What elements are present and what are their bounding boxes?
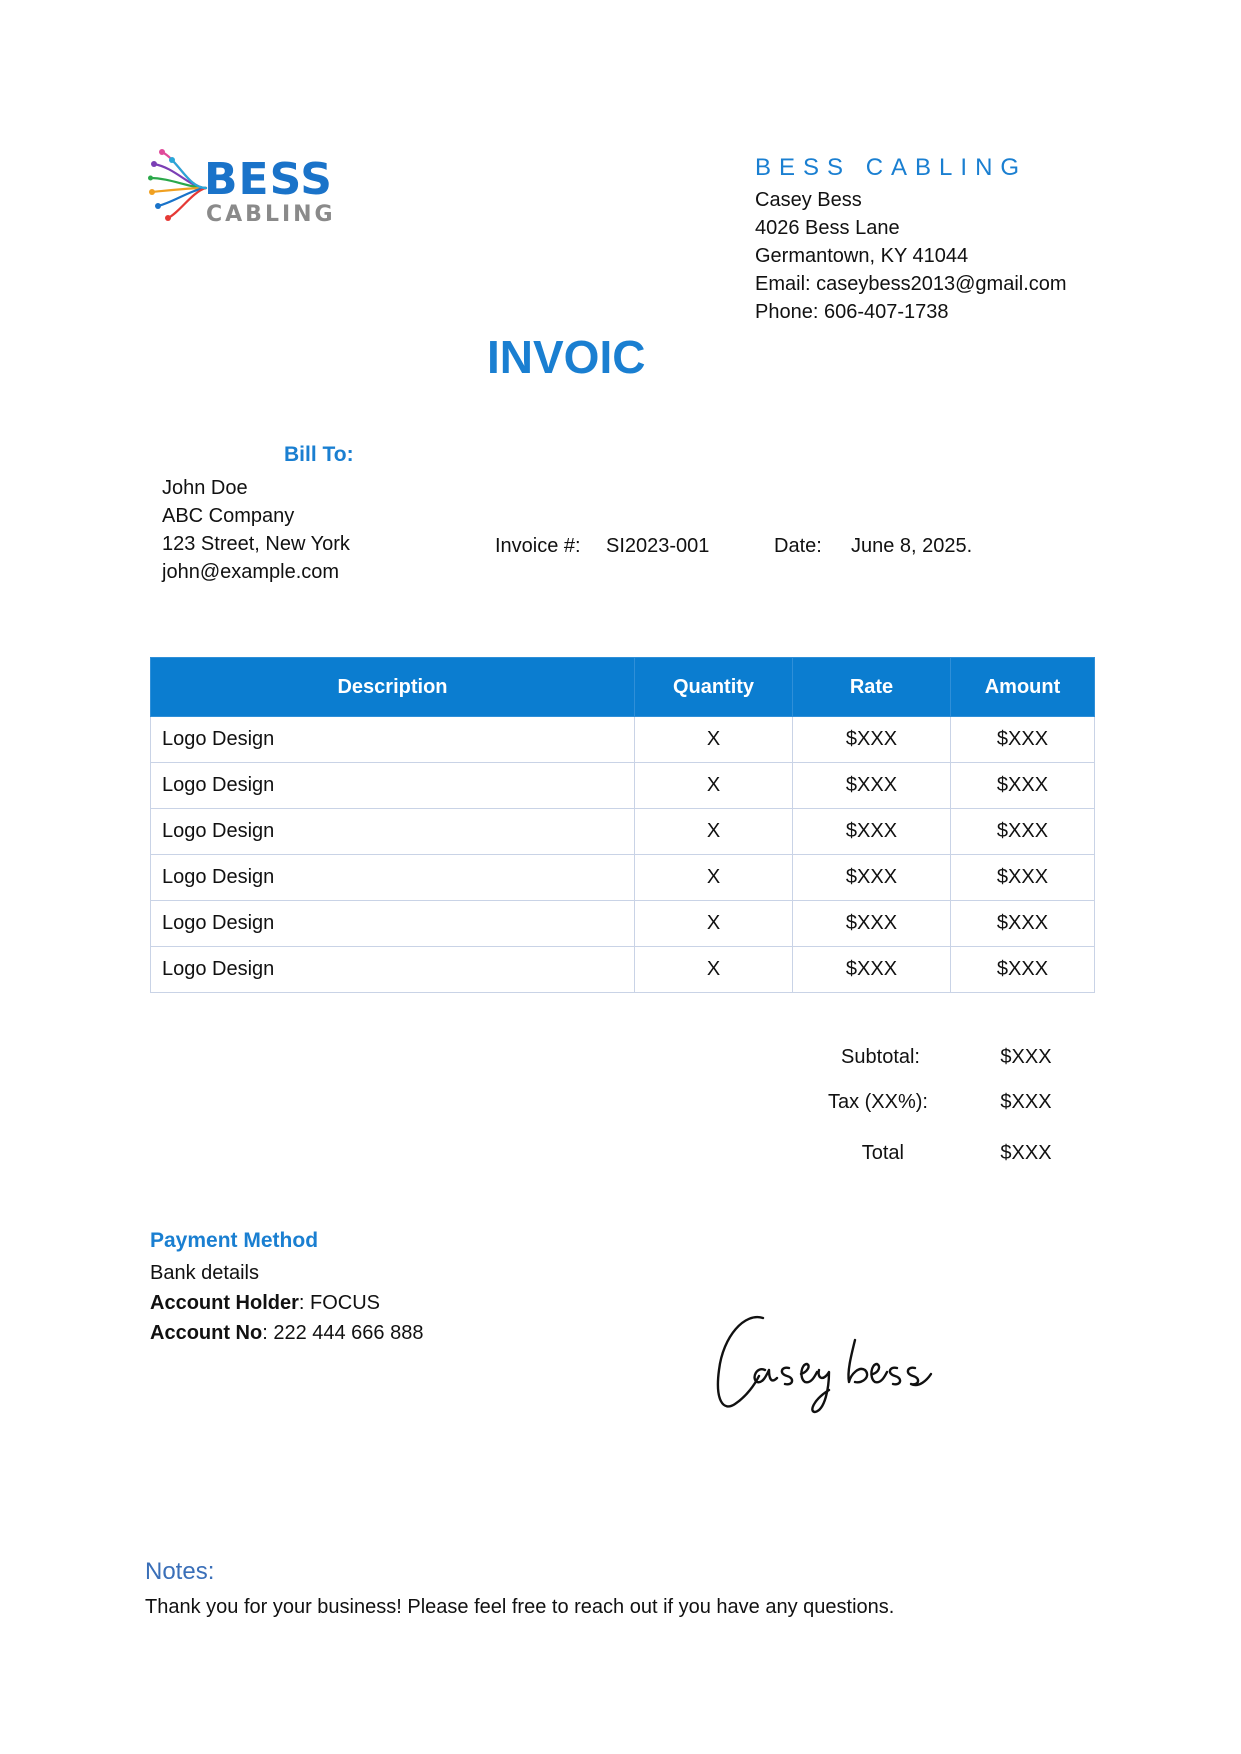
account-holder: [150, 1288, 380, 1318]
cell-rate: $XXX: [793, 901, 951, 947]
cell-quantity: X: [635, 855, 793, 901]
table-row: [151, 763, 1095, 809]
cell-rate: $XXX: [793, 763, 951, 809]
payment-method-heading: Payment Method: [150, 1229, 319, 1252]
company-address-line2: Germantown, KY 41044: [755, 245, 969, 267]
company-email: Email: caseybess2013@gmail.com: [755, 273, 1067, 295]
cell-description: Logo Design: [151, 855, 635, 901]
bill-to-company: ABC Company: [162, 505, 295, 527]
notes-heading: Notes:: [145, 1558, 215, 1585]
account-number: [150, 1318, 423, 1348]
invoice-date-label: Date:: [774, 535, 822, 557]
cell-quantity: X: [635, 809, 793, 855]
account-number-label: Account No: [150, 1322, 263, 1344]
cell-rate: $XXX: [793, 809, 951, 855]
column-header-amount: Amount: [951, 658, 1095, 717]
cell-rate: $XXX: [793, 717, 951, 763]
bank-details: Bank details: [150, 1262, 259, 1284]
logo-wordmark-primary: BESS: [204, 154, 333, 205]
notes-text: Thank you for your business! Please feel free to reach out if you have any questions.: [145, 1596, 895, 1618]
account-holder-label: Account Holder: [150, 1292, 299, 1314]
column-header-description: Description: [151, 658, 635, 717]
company-contact: Casey Bess: [755, 189, 862, 211]
table-header-row: [151, 658, 1095, 717]
company-address-line1: 4026 Bess Lane: [755, 217, 900, 239]
cable-fiber-icon: [148, 148, 208, 232]
subtotal-value: $XXX: [1000, 1046, 1052, 1068]
cell-description: Logo Design: [151, 809, 635, 855]
table-row: [151, 855, 1095, 901]
table-row: [151, 809, 1095, 855]
line-items-table: [150, 657, 1095, 993]
bill-to-address: 123 Street, New York: [162, 533, 350, 555]
invoice-title: INVOIC: [487, 331, 646, 383]
column-header-quantity: Quantity: [635, 658, 793, 717]
cell-quantity: X: [635, 763, 793, 809]
company-name: BESS CABLING: [755, 154, 1028, 181]
tax-label: Tax (XX%):: [827, 1091, 928, 1113]
cell-amount: $XXX: [951, 763, 1095, 809]
table-row: [151, 717, 1095, 763]
cell-rate: $XXX: [793, 947, 951, 993]
column-header-rate: Rate: [793, 658, 951, 717]
invoice-number-label: Invoice #:: [495, 535, 581, 557]
cell-description: Logo Design: [151, 901, 635, 947]
invoice-number: SI2023-001: [606, 535, 710, 557]
logo-wordmark-secondary: CABLING: [206, 202, 336, 227]
cell-quantity: X: [635, 901, 793, 947]
table-row: [151, 901, 1095, 947]
table-row: [151, 947, 1095, 993]
subtotal-label: Subtotal:: [841, 1046, 920, 1068]
cell-amount: $XXX: [951, 717, 1095, 763]
total-value: $XXX: [1000, 1142, 1052, 1164]
invoice-date: June 8, 2025.: [851, 535, 973, 557]
cell-amount: $XXX: [951, 901, 1095, 947]
cell-amount: $XXX: [951, 947, 1095, 993]
account-number-value: : 222 444 666 888: [262, 1322, 424, 1344]
cell-description: Logo Design: [151, 947, 635, 993]
bill-to-name: John Doe: [162, 477, 248, 499]
bill-to-heading: Bill To:: [284, 443, 354, 466]
cell-description: Logo Design: [151, 717, 635, 763]
company-logo: [148, 148, 363, 232]
cell-amount: $XXX: [951, 855, 1095, 901]
total-label: Total: [861, 1142, 904, 1164]
cell-amount: $XXX: [951, 809, 1095, 855]
tax-value: $XXX: [1000, 1091, 1052, 1113]
cell-quantity: X: [635, 717, 793, 763]
account-holder-value: : FOCUS: [298, 1292, 381, 1314]
company-phone: Phone: 606-407-1738: [755, 301, 949, 323]
cell-quantity: X: [635, 947, 793, 993]
cell-rate: $XXX: [793, 855, 951, 901]
cell-description: Logo Design: [151, 763, 635, 809]
bill-to-email: john@example.com: [162, 561, 340, 583]
signature-image: [705, 1300, 945, 1430]
